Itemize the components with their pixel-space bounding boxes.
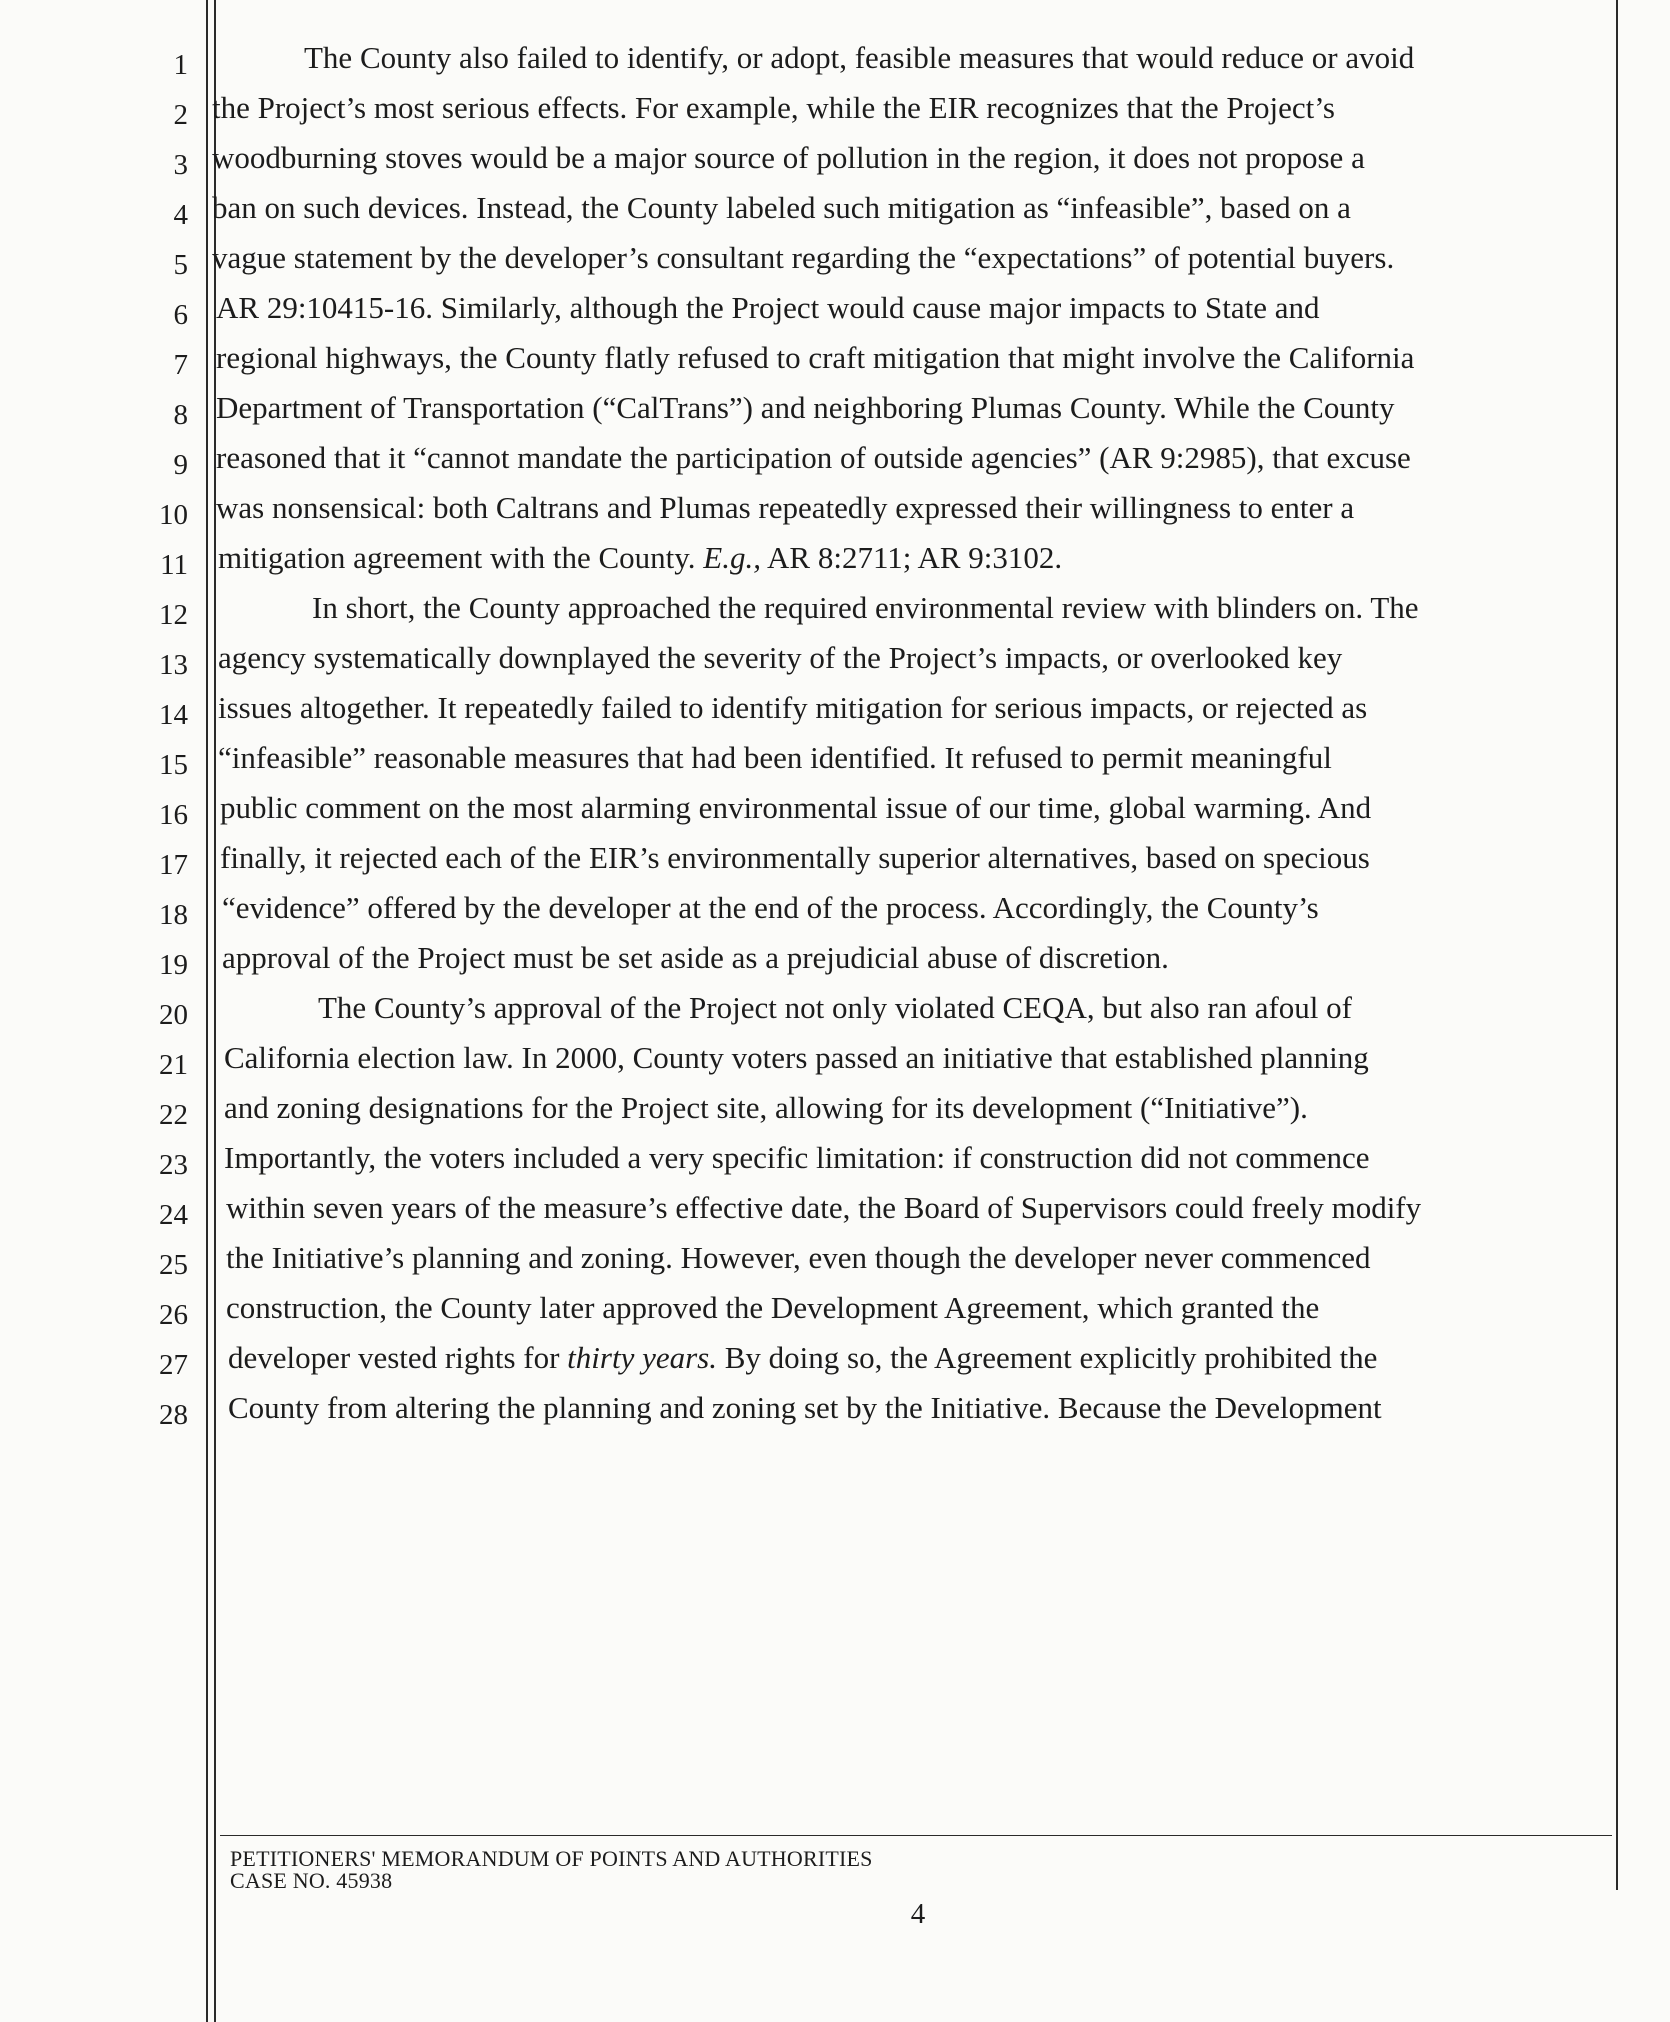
text-line [224, 1040, 1369, 1076]
line-number: 20 [159, 999, 188, 1031]
line-number: 21 [159, 1049, 188, 1081]
text-segment: “evidence” offered by the developer at the end of the process. Accordingly, the County’s [222, 890, 1319, 925]
line-number: 22 [159, 1099, 188, 1131]
text-line [228, 1340, 1377, 1376]
text-line [216, 340, 1414, 376]
text-segment: within seven years of the measure’s effective date, the Board of Supervisors could freely modify [226, 1190, 1422, 1225]
text-segment: vague statement by the developer’s consultant regarding the “expectations” of potential buyers. [212, 240, 1395, 275]
footer-case-number: CASE NO. 45938 [230, 1868, 393, 1893]
text-segment: and zoning designations for the Project site, allowing for its development (“Initiative”). [224, 1090, 1308, 1125]
line-number: 28 [159, 1399, 188, 1431]
text-segment: The County’s approval of the Project not only violated CEQA, but also ran afoul of [318, 990, 1352, 1025]
line-number: 26 [159, 1299, 188, 1331]
text-segment: construction, the County later approved the Development Agreement, which granted the [226, 1290, 1320, 1325]
text-line [312, 590, 1419, 626]
text-line [224, 1090, 1308, 1126]
text-line [216, 390, 1394, 426]
text-line [318, 990, 1352, 1026]
text-segment: County from altering the planning and zoning set by the Initiative. Because the Development [228, 1390, 1382, 1425]
line-number: 5 [173, 249, 188, 281]
line-number: 1 [173, 49, 188, 81]
text-line [304, 40, 1414, 76]
text-segment: developer vested rights for [228, 1340, 568, 1375]
line-number: 12 [159, 599, 188, 631]
text-segment: AR 8:2711; AR 9:3102. [760, 540, 1063, 575]
line-number: 27 [159, 1349, 188, 1381]
text-line [224, 1140, 1370, 1176]
text-line [220, 840, 1370, 876]
text-segment: public comment on the most alarming environmental issue of our time, global warming. And [220, 790, 1372, 825]
text-segment: AR 29:10415-16. Similarly, although the Project would cause major impacts to State and [216, 290, 1320, 325]
footer [230, 1848, 873, 1892]
line-number: 9 [173, 449, 188, 481]
text-line [218, 690, 1367, 726]
line-number: 14 [159, 699, 188, 731]
line-number: 2 [173, 99, 188, 131]
text-segment: ban on such devices. Instead, the County labeled such mitigation as “infeasible”, based on a [212, 190, 1351, 225]
line-number: 25 [159, 1249, 188, 1281]
text-line [222, 940, 1169, 976]
line-number: 17 [159, 849, 188, 881]
text-segment: Department of Transportation (“CalTrans”) and neighboring Plumas County. While the County [216, 390, 1395, 425]
text-segment: the Initiative’s planning and zoning. However, even though the developer never commenced [226, 1240, 1371, 1275]
text-line [228, 1390, 1382, 1426]
text-line [212, 140, 1365, 176]
text-line [220, 790, 1371, 826]
text-line [212, 240, 1394, 276]
text-segment: reasoned that it “cannot mandate the participation of outside agencies” (AR 9:2985), that excuse [216, 440, 1411, 475]
text-segment: finally, it rejected each of the EIR’s environmentally superior alternatives, based on specious [220, 840, 1370, 875]
text-segment: In short, the County approached the required environmental review with blinders on. The [312, 590, 1419, 625]
text-line [212, 90, 1335, 126]
text-line [218, 540, 1062, 576]
italic-segment: thirty years. [567, 1340, 717, 1375]
text-segment: woodburning stoves would be a major source of pollution in the region, it does not propose a [212, 140, 1365, 175]
text-segment: Importantly, the voters included a very specific limitation: if construction did not commence [224, 1140, 1370, 1175]
line-number: 10 [159, 499, 188, 531]
text-segment: issues altogether. It repeatedly failed to identify mitigation for serious impacts, or rejected as [218, 690, 1368, 725]
page-number: 4 [910, 1898, 926, 1930]
text-line [226, 1290, 1319, 1326]
text-segment: regional highways, the County flatly refused to craft mitigation that might involve the California [216, 340, 1415, 375]
text-segment: mitigation agreement with the County. [218, 540, 704, 575]
text-line [226, 1190, 1421, 1226]
text-segment: California election law. In 2000, County voters passed an initiative that established planning [224, 1040, 1369, 1075]
text-line [216, 490, 1354, 526]
line-number: 18 [159, 899, 188, 931]
line-number: 11 [160, 549, 188, 581]
text-segment: was nonsensical: both Caltrans and Plumas repeatedly expressed their willingness to enter a [216, 490, 1355, 525]
footer-rule [220, 1835, 1612, 1836]
line-number: 15 [159, 749, 188, 781]
text-line [218, 640, 1342, 676]
text-line [216, 290, 1319, 326]
line-number: 6 [173, 299, 188, 331]
text-segment: agency systematically downplayed the severity of the Project’s impacts, or overlooked key [218, 640, 1343, 675]
line-number: 7 [173, 349, 188, 381]
footer-document-title: PETITIONERS' MEMORANDUM OF POINTS AND AUTHORITIES [230, 1846, 873, 1871]
text-segment: the Project’s most serious effects. For example, while the EIR recognizes that the Project’s [212, 90, 1335, 125]
text-segment: approval of the Project must be set aside as a prejudicial abuse of discretion. [222, 940, 1169, 975]
text-line [216, 440, 1411, 476]
line-number: 16 [159, 799, 188, 831]
line-number: 23 [159, 1149, 188, 1181]
line-number: 19 [159, 949, 188, 981]
italic-segment: E.g., [703, 540, 761, 575]
text-line [226, 1240, 1371, 1276]
line-number: 3 [173, 149, 188, 181]
line-number: 8 [173, 399, 188, 431]
line-number: 24 [159, 1199, 188, 1231]
text-segment: The County also failed to identify, or adopt, feasible measures that would reduce or avoid [304, 40, 1415, 75]
line-number: 13 [159, 649, 188, 681]
line-number: 4 [173, 199, 188, 231]
text-line [212, 190, 1351, 226]
text-segment: By doing so, the Agreement explicitly prohibited the [716, 1340, 1378, 1375]
text-segment: “infeasible” reasonable measures that had been identified. It refused to permit meaningful [218, 740, 1332, 775]
text-line [222, 890, 1319, 926]
text-line [218, 740, 1332, 776]
